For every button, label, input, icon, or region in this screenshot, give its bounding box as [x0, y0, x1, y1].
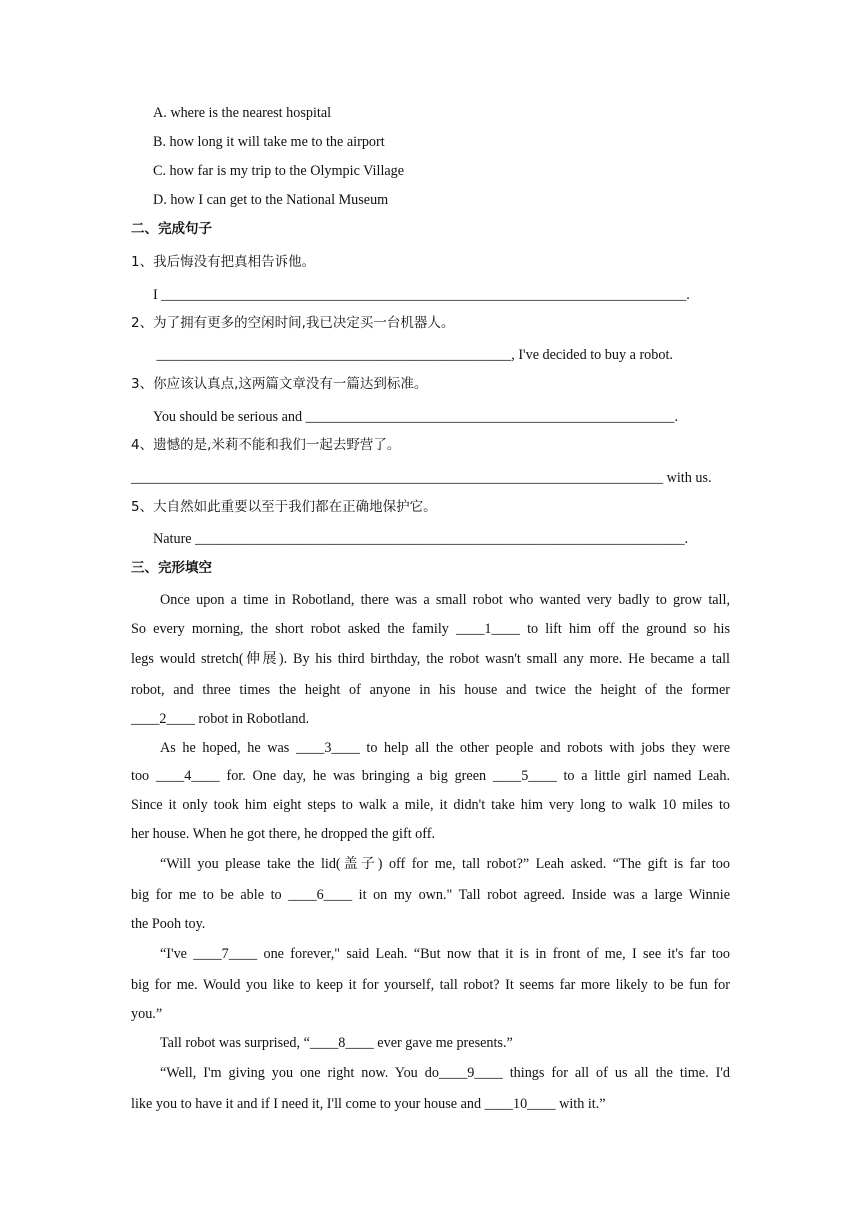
passage-line: Once upon a time in Robotland, there was a small robot who wanted very badly to grow tall,	[160, 592, 730, 608]
passage-line: you.”	[131, 1006, 163, 1022]
sentence-2-answer: __________________________________________________, I've decided to buy a robot.	[153, 347, 673, 363]
passage-line: too ____4____ for. One day, he was bringing a big green ____5____ to a little girl named Leah.	[131, 768, 730, 784]
sentence-1-answer: I __________________________________________________________________________.	[153, 287, 690, 303]
passage-line: legs would stretch(伸展). By his third birthday, the robot wasn't small any more. He became a tall	[131, 651, 730, 667]
passage-line: “Will you please take the lid(盖子) off for me, tall robot?” Leah asked. “The gift is far too	[160, 856, 730, 872]
sentence-3-answer: You should be serious and ____________________________________________________.	[153, 409, 679, 425]
passage-line: “I've ____7____ one forever," said Leah. “But now that it is in front of me, I see it's far too	[160, 946, 730, 962]
option-b: B. how long it will take me to the airport	[153, 134, 385, 150]
sentence-4-chinese: 4、遗憾的是,米莉不能和我们一起去野营了。	[131, 437, 401, 453]
passage-line: her house. When he got there, he dropped the gift off.	[131, 826, 436, 842]
passage-line: the Pooh toy.	[131, 916, 206, 932]
sentence-1-chinese: 1、我后悔没有把真相告诉他。	[131, 254, 316, 270]
passage-line: ____2____ robot in Robotland.	[131, 711, 310, 727]
section3-heading: 三、完形填空	[131, 560, 212, 576]
passage-line: So every morning, the short robot asked the family ____1____ to lift him off the ground so his	[131, 621, 730, 637]
sentence-5-answer: Nature _____________________________________________________________________.	[153, 531, 689, 547]
sentence-5-chinese: 5、大自然如此重要以至于我们都在正确地保护它。	[131, 499, 437, 515]
sentence-4-answer: ___________________________________________________________________________ with us.	[131, 470, 712, 486]
passage-line: like you to have it and if I need it, I'll come to your house and ____10____ with it.”	[131, 1096, 606, 1112]
passage-line: As he hoped, he was ____3____ to help all the other people and robots with jobs they were	[160, 740, 730, 756]
option-c: C. how far is my trip to the Olympic Village	[153, 163, 405, 179]
section2-heading: 二、完成句子	[131, 221, 212, 237]
sentence-3-chinese: 3、你应该认真点,这两篇文章没有一篇达到标准。	[131, 376, 428, 392]
passage-line: robot, and three times the height of anyone in his house and twice the height of the former	[131, 682, 730, 698]
option-d: D. how I can get to the National Museum	[153, 192, 389, 208]
passage-line: Since it only took him eight steps to walk a mile, it didn't take him very long to walk 10 miles to	[131, 797, 730, 813]
passage-line: big for me to be able to ____6____ it on my own." Tall robot agreed. Inside was a large Winnie	[131, 887, 730, 903]
sentence-2-chinese: 2、为了拥有更多的空闲时间,我已决定买一台机器人。	[131, 315, 455, 331]
option-a: A. where is the nearest hospital	[153, 105, 332, 121]
passage-line: Tall robot was surprised, “____8____ ever gave me presents.”	[160, 1035, 513, 1051]
passage-line: “Well, I'm giving you one right now. You do____9____ things for all of us all the time. I'd	[160, 1065, 730, 1081]
passage-line: big for me. Would you like to keep it for yourself, tall robot? It seems far more likely to be fun for	[131, 977, 730, 993]
